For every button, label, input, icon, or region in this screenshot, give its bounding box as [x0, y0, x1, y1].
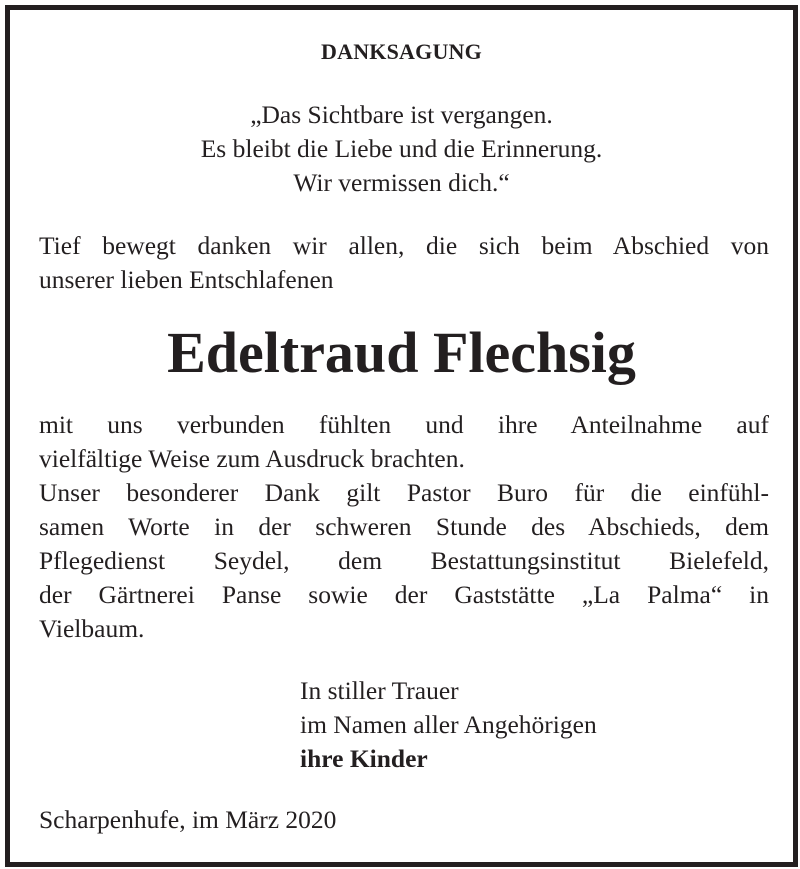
- body-line: Unser besonderer Dank gilt Pastor Buro für die einfühl-: [39, 478, 769, 507]
- intro-text: [39, 229, 769, 297]
- body-line: vielfältige Weise zum Ausdruck brachten.: [39, 444, 465, 473]
- intro-line: Tief bewegt danken wir allen, die sich beim Abschied von: [39, 231, 769, 260]
- signature-line: In stiller Trauer: [300, 676, 459, 705]
- intro-line: unserer lieben Entschlafenen: [39, 265, 334, 294]
- deceased-name: Edeltraud Flechsig: [167, 320, 636, 385]
- obituary-thank-you-notice: [10, 10, 793, 862]
- place-and-date: Scharpenhufe, im März 2020: [39, 805, 337, 834]
- quote-line: Es bleibt die Liebe und die Erinnerung.: [200, 134, 603, 163]
- notice-title: DANKSAGUNG: [321, 39, 482, 64]
- body-line: samen Worte in der schweren Stunde des Abschieds, dem: [39, 512, 769, 541]
- body-line: mit uns verbunden fühlten und ihre Anteilnahme auf: [39, 410, 769, 439]
- quote-line: „Das Sichtbare ist vergangen.: [250, 100, 553, 129]
- body-line: Vielbaum.: [39, 614, 145, 643]
- body-line: der Gärtnerei Panse sowie der Gaststätte „La Palma“ in: [39, 580, 769, 609]
- signature-block: [300, 674, 750, 776]
- signature-signer: ihre Kinder: [300, 744, 428, 773]
- thank-you-body: [39, 408, 769, 646]
- memorial-quote: [10, 98, 793, 200]
- quote-line: Wir vermissen dich.“: [293, 168, 510, 197]
- notice-frame: [5, 5, 798, 867]
- signature-line: im Namen aller Angehörigen: [300, 710, 597, 739]
- body-line: Pflegedienst Seydel, dem Bestattungsinstitut Bielefeld,: [39, 546, 769, 575]
